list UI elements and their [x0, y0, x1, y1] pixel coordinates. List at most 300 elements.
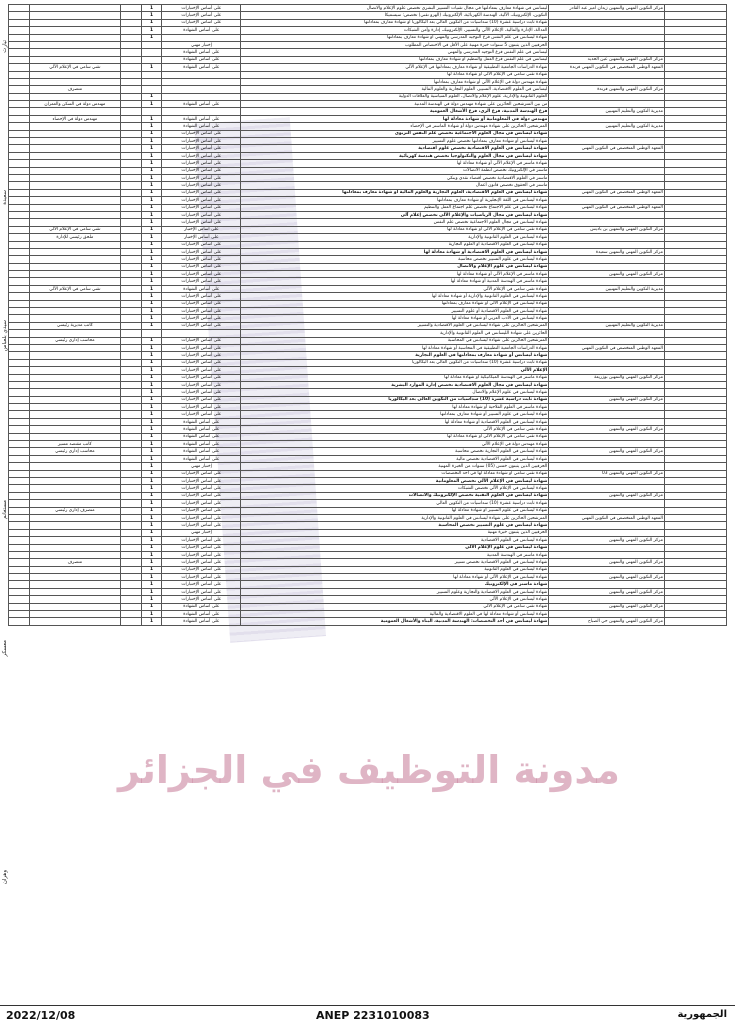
positions-count-cell	[141, 86, 162, 93]
establishment-cell	[549, 389, 665, 396]
empty-cell	[9, 478, 30, 485]
empty-cell	[9, 322, 30, 329]
empty-cell	[120, 49, 141, 56]
establishment-cell	[549, 381, 665, 388]
empty-cell	[9, 182, 30, 189]
wilaya-label: وهران	[2, 870, 8, 885]
post-title-cell: تقني سامي في الإعلام الآلي	[29, 285, 120, 292]
establishment-cell	[549, 485, 665, 492]
empty-cell	[9, 123, 30, 130]
positions-count-cell: 1	[141, 544, 162, 551]
table-row	[9, 86, 727, 93]
post-title-cell	[29, 219, 120, 226]
empty-cell	[9, 204, 30, 211]
establishment-cell: مركز التكوين المهني والتمهين سعيدة	[549, 248, 665, 255]
wilaya-cell	[664, 441, 726, 448]
recruitment-mode-cell: على أساس الإختبارات	[162, 167, 241, 174]
recruitment-mode-cell: على أساس الإختبارات	[162, 293, 241, 300]
table-row	[9, 574, 727, 581]
specialty-cell: شهادة ليسانس في الإعلام الآلي تخصص الشبكات	[241, 485, 549, 492]
recruitment-mode-cell: على أساس الشهادة	[162, 433, 241, 440]
specialty-cell: المترشحين الحائزين على شهادة مهندس دولة أو شهادة الماستر في الإحصاء	[241, 123, 549, 130]
recruitment-mode-cell: على أساس الشهادة	[162, 27, 241, 34]
post-title-cell	[29, 352, 120, 359]
specialty-cell: شهادة ليسانس في مجال العلوم الاجتماعية تخصص علم النفس	[241, 219, 549, 226]
wilaya-cell	[664, 418, 726, 425]
establishment-cell: مديرية التكوين والتعليم المهنيين	[549, 123, 665, 130]
wilaya-cell	[664, 160, 726, 167]
post-title-cell	[29, 396, 120, 403]
post-title-cell	[29, 344, 120, 351]
recruitment-mode-cell: على أساس الإختبارات	[162, 337, 241, 344]
recruitment-mode-cell: على أساس الإختبارات	[162, 544, 241, 551]
table-row	[9, 300, 727, 307]
empty-cell	[120, 566, 141, 573]
wilaya-cell	[664, 507, 726, 514]
post-title-cell	[29, 27, 120, 34]
post-title-cell	[29, 478, 120, 485]
establishment-cell: مركز التكوين المهني والتمهين	[549, 396, 665, 403]
post-title-cell	[29, 529, 120, 536]
table-row	[9, 352, 727, 359]
specialty-cell: شهادة ليسانس في علوم الإعلام والاتصال	[241, 389, 549, 396]
wilaya-cell	[664, 544, 726, 551]
empty-cell	[9, 389, 30, 396]
empty-cell	[120, 278, 141, 285]
specialty-cell: شهادة مهندس دولة في الإعلام الآلي أو شهادة معارف بمعادلتها	[241, 78, 549, 85]
wilaya-cell	[664, 86, 726, 93]
table-row	[9, 411, 727, 418]
empty-cell	[120, 315, 141, 322]
footer-date: 2022/12/08	[6, 1009, 76, 1022]
empty-cell	[120, 522, 141, 529]
wilaya-cell	[664, 359, 726, 366]
recruitment-mode-cell: على أساس الإختبارات	[162, 344, 241, 351]
empty-cell	[9, 374, 30, 381]
positions-count-cell: 1	[141, 130, 162, 137]
post-title-cell	[29, 12, 120, 19]
establishment-cell	[549, 234, 665, 241]
empty-cell	[120, 174, 141, 181]
specialty-cell: شهادة ليسانس في الإعلام الآلي	[241, 596, 549, 603]
wilaya-cell	[664, 19, 726, 26]
empty-cell	[120, 211, 141, 218]
post-title-cell	[29, 381, 120, 388]
recruitment-mode-cell: على أساس الإختبارات	[162, 374, 241, 381]
empty-cell	[120, 12, 141, 19]
empty-cell	[120, 411, 141, 418]
establishment-cell	[549, 219, 665, 226]
table-row	[9, 49, 727, 56]
empty-cell	[9, 463, 30, 470]
post-title-cell	[29, 49, 120, 56]
specialty-cell: شهادة ليسانس في علم الاجتماع تخصص علم اجتماع العمل والتنظيم	[241, 204, 549, 211]
wilaya-cell	[664, 27, 726, 34]
empty-cell	[9, 211, 30, 218]
establishment-cell: مركز التكوين المهني والتمهين عين الحديد	[549, 56, 665, 63]
wilaya-cell	[664, 337, 726, 344]
empty-cell	[120, 308, 141, 315]
positions-count-cell: 1	[141, 167, 162, 174]
positions-count-cell: 1	[141, 581, 162, 588]
establishment-cell	[549, 433, 665, 440]
positions-count-cell: 1	[141, 115, 162, 122]
post-title-cell	[29, 470, 120, 477]
positions-count-cell: 1	[141, 389, 162, 396]
empty-cell	[120, 271, 141, 278]
wilaya-cell	[664, 152, 726, 159]
empty-cell	[9, 611, 30, 618]
empty-cell	[120, 470, 141, 477]
empty-cell	[9, 293, 30, 300]
post-title-cell	[29, 367, 120, 374]
empty-cell	[9, 514, 30, 521]
positions-count-cell: 1	[141, 507, 162, 514]
wilaya-cell	[664, 367, 726, 374]
wilaya-cell	[664, 108, 726, 115]
empty-cell	[120, 603, 141, 610]
recruitment-mode-cell: على أساس الإختبارات	[162, 514, 241, 521]
wilaya-cell	[664, 522, 726, 529]
positions-count-cell: 1	[141, 441, 162, 448]
wilaya-cell	[664, 308, 726, 315]
specialty-cell: شهادة تقني سامي في الإعلام الآلي	[241, 285, 549, 292]
empty-cell	[120, 197, 141, 204]
positions-count-cell: 1	[141, 145, 162, 152]
post-title-cell	[29, 256, 120, 263]
empty-cell	[9, 241, 30, 248]
post-title-cell	[29, 500, 120, 507]
positions-count-cell: 1	[141, 315, 162, 322]
empty-cell	[9, 138, 30, 145]
empty-cell	[120, 537, 141, 544]
page-footer	[0, 1005, 735, 1024]
post-title-cell	[29, 418, 120, 425]
table-row	[9, 500, 727, 507]
specialty-cell: مهندس دولة في المعلوماتية أو شهادة معادلة لها	[241, 115, 549, 122]
specialty-cell: شهادة ماستر في الإلكترونيك	[241, 581, 549, 588]
recruitment-mode-cell: على أساس الإختبارات	[162, 500, 241, 507]
recruitment-table	[8, 4, 727, 626]
positions-count-cell: 1	[141, 101, 162, 108]
positions-count-cell: 1	[141, 433, 162, 440]
establishment-cell: المعهد الوطني المتخصص في التكوين المهني	[549, 344, 665, 351]
post-title-cell	[29, 41, 120, 48]
empty-cell	[9, 108, 30, 115]
empty-cell	[120, 551, 141, 558]
table-row	[9, 514, 727, 521]
recruitment-mode-cell: على أساس الشهادة	[162, 448, 241, 455]
empty-cell	[9, 315, 30, 322]
table-row	[9, 618, 727, 625]
establishment-cell: مركز التكوين المهني والتمهين	[549, 271, 665, 278]
empty-cell	[9, 86, 30, 93]
specialty-cell: شهادة ليسانس أو شهادة معادلة لها في العلوم الاقتصادية والمالية	[241, 611, 549, 618]
recruitment-mode-cell: إختبار مهني	[162, 529, 241, 536]
positions-count-cell: 1	[141, 559, 162, 566]
specialty-cell: العلوم القانونية والإدارية، علوم الإعلام والاتصال، العلوم السياسية والعلاقات الدولية	[241, 93, 549, 100]
post-title-cell	[29, 359, 120, 366]
positions-count-cell: 1	[141, 337, 162, 344]
empty-cell	[120, 248, 141, 255]
establishment-cell: مركز التكوين المهني والتمهين زيدان امير عبد القادر	[549, 5, 665, 12]
recruitment-mode-cell: على أساس الشهادة	[162, 618, 241, 625]
wilaya-cell	[664, 64, 726, 71]
empty-cell	[9, 618, 30, 625]
recruitment-mode-cell: على أساس الشهادة	[162, 101, 241, 108]
positions-count-cell: 1	[141, 211, 162, 218]
empty-cell	[120, 138, 141, 145]
positions-count-cell: 1	[141, 478, 162, 485]
wilaya-cell	[664, 611, 726, 618]
recruitment-mode-cell: على أساس الإختبارات	[162, 152, 241, 159]
positions-count-cell: 1	[141, 160, 162, 167]
recruitment-mode-cell	[162, 78, 241, 85]
specialty-cell: شهادة ليسانس في اللغة الإنجليزية أو شهادة معارف بمعادلتها	[241, 197, 549, 204]
post-title-cell: محاسب إداري رئيسي	[29, 448, 120, 455]
establishment-cell	[549, 278, 665, 285]
table-row	[9, 174, 727, 181]
post-title-cell	[29, 574, 120, 581]
positions-count-cell: 1	[141, 322, 162, 329]
post-title-cell	[29, 308, 120, 315]
empty-cell	[9, 27, 30, 34]
wilaya-cell	[664, 389, 726, 396]
table-row	[9, 433, 727, 440]
positions-count-cell: 1	[141, 256, 162, 263]
recruitment-mode-cell: على أساس الإختبارات	[162, 138, 241, 145]
empty-cell	[9, 5, 30, 12]
empty-cell	[9, 522, 30, 529]
establishment-cell	[549, 263, 665, 270]
post-title-cell	[29, 433, 120, 440]
post-title-cell	[29, 463, 120, 470]
recruitment-mode-cell	[162, 34, 241, 41]
positions-count-cell: 1	[141, 241, 162, 248]
specialty-cell: شهادة ليسانس في العلوم القانونية	[241, 566, 549, 573]
establishment-cell	[549, 551, 665, 558]
specialty-cell: شهادة ليسانس في العلوم الاقتصادية، العلوم التجارية والعلوم المالية أو شهادة معارف بمعادلتها	[241, 189, 549, 196]
empty-cell	[120, 86, 141, 93]
empty-cell	[120, 596, 141, 603]
empty-cell	[9, 352, 30, 359]
post-title-cell	[29, 204, 120, 211]
positions-count-cell: 1	[141, 182, 162, 189]
table-row	[9, 197, 727, 204]
empty-cell	[120, 492, 141, 499]
table-row	[9, 611, 727, 618]
establishment-cell	[549, 404, 665, 411]
empty-cell	[9, 381, 30, 388]
table-row	[9, 123, 727, 130]
wilaya-cell	[664, 189, 726, 196]
positions-count-cell: 1	[141, 204, 162, 211]
specialty-cell: ليسانس في علم النفس فرع العمل والتنظيم أو شهادة معارف بمعادلتها	[241, 56, 549, 63]
table-row	[9, 426, 727, 433]
wilaya-cell	[664, 123, 726, 130]
specialty-cell: شهادة ليسانس في الإعلام الآلي أو شهادة معادلة لها	[241, 574, 549, 581]
wilaya-cell	[664, 234, 726, 241]
table-row	[9, 367, 727, 374]
recruitment-mode-cell: إختبار مهني	[162, 41, 241, 48]
table-row	[9, 256, 727, 263]
establishment-cell: مركز التكوين المهني والتمهين	[549, 448, 665, 455]
post-title-cell	[29, 611, 120, 618]
specialty-cell: المترشحين الحائزين على شهادة ليسانس في المحاسبة	[241, 337, 549, 344]
recruitment-mode-cell: على أساس الإختبارات	[162, 522, 241, 529]
post-title-cell	[29, 411, 120, 418]
positions-count-cell: 1	[141, 174, 162, 181]
positions-count-cell	[141, 78, 162, 85]
empty-cell	[9, 492, 30, 499]
wilaya-cell	[664, 322, 726, 329]
establishment-cell: مركز التكوين المهني والتمهين بن باديس	[549, 226, 665, 233]
establishment-cell: مركز التكوين المهني والتمهين	[549, 588, 665, 595]
empty-cell	[120, 500, 141, 507]
positions-count-cell: 1	[141, 596, 162, 603]
establishment-cell	[549, 411, 665, 418]
empty-cell	[120, 145, 141, 152]
empty-cell	[9, 330, 30, 337]
post-title-cell	[29, 211, 120, 218]
table-row	[9, 211, 727, 218]
wilaya-cell	[664, 529, 726, 536]
post-title-cell	[29, 426, 120, 433]
post-title-cell	[29, 197, 120, 204]
recruitment-mode-cell: على أساس الإختبارات	[162, 485, 241, 492]
wilaya-cell	[664, 174, 726, 181]
empty-cell	[9, 603, 30, 610]
empty-cell	[9, 152, 30, 159]
empty-cell	[120, 226, 141, 233]
wilaya-cell	[664, 500, 726, 507]
wilaya-cell	[664, 574, 726, 581]
post-title-cell	[29, 537, 120, 544]
table-row	[9, 603, 727, 610]
recruitment-mode-cell: على أساس الإختبارات	[162, 300, 241, 307]
empty-cell	[9, 189, 30, 196]
post-title-cell	[29, 93, 120, 100]
establishment-cell: المعهد الوطني المتخصص في التكوين المهني	[549, 145, 665, 152]
empty-cell	[9, 78, 30, 85]
post-title-cell	[29, 241, 120, 248]
specialty-cell: شهادة ليسانس في مجال العلوم الاقتصادية تخصص إدارة الموارد البشرية	[241, 381, 549, 388]
empty-cell	[120, 381, 141, 388]
empty-cell	[9, 485, 30, 492]
establishment-cell: مديرية التكوين والتعليم المهنيين	[549, 322, 665, 329]
empty-cell	[9, 167, 30, 174]
positions-count-cell	[141, 49, 162, 56]
positions-count-cell: 1	[141, 138, 162, 145]
post-title-cell	[29, 522, 120, 529]
empty-cell	[9, 234, 30, 241]
wilaya-label: تيارت	[2, 40, 8, 53]
establishment-cell: مركز التكوين المهني والتمهين	[549, 559, 665, 566]
empty-cell	[120, 5, 141, 12]
recruitment-mode-cell: على أساس الشهادة	[162, 441, 241, 448]
wilaya-cell	[664, 330, 726, 337]
specialty-cell: ماستر في الإلكترونيك تخصص أنظمة الاتصالات	[241, 167, 549, 174]
positions-count-cell: 1	[141, 234, 162, 241]
specialty-cell: شهادة ليسانس أو شهادة معارف بمعادلتها في العلوم التجارية	[241, 352, 549, 359]
empty-cell	[120, 330, 141, 337]
wilaya-cell	[664, 219, 726, 226]
specialty-cell: شهادة ماستر في الإعلام الآلي أو شهادة معادلة لها	[241, 160, 549, 167]
wilaya-cell	[664, 448, 726, 455]
table-row	[9, 78, 727, 85]
wilaya-cell	[664, 78, 726, 85]
specialty-cell: شهادة ليسانس في علم النفس فرع التوجيه المدرسي والمهني أو شهادة معارف بمعادلتها	[241, 34, 549, 41]
table-row	[9, 56, 727, 63]
establishment-cell	[549, 330, 665, 337]
recruitment-mode-cell: على أساس الإختبارات	[162, 537, 241, 544]
specialty-cell: شهادة ليسانس في الأدب العربي أو شهادة معادلة لها	[241, 315, 549, 322]
empty-cell	[9, 145, 30, 152]
wilaya-cell	[664, 115, 726, 122]
empty-cell	[120, 485, 141, 492]
post-title-cell	[29, 130, 120, 137]
establishment-cell	[549, 455, 665, 462]
empty-cell	[120, 101, 141, 108]
specialty-cell: ماستر في الحقوق تخصص قانون أعمال	[241, 182, 549, 189]
establishment-cell: مركز التكوين المهني والتمهين	[549, 537, 665, 544]
positions-count-cell: 1	[141, 611, 162, 618]
empty-cell	[120, 514, 141, 521]
wilaya-cell	[664, 271, 726, 278]
empty-cell	[9, 263, 30, 270]
wilaya-cell	[664, 603, 726, 610]
recruitment-mode-cell: على أساس الإختبارات	[162, 470, 241, 477]
empty-cell	[120, 204, 141, 211]
establishment-cell	[549, 441, 665, 448]
empty-cell	[9, 12, 30, 19]
post-title-cell	[29, 293, 120, 300]
wilaya-cell	[664, 344, 726, 351]
wilaya-cell	[664, 130, 726, 137]
recruitment-mode-cell: على أساس الإختبارات	[162, 256, 241, 263]
specialty-cell: شهادة ليسانس في أحد التخصصات: الهندسة المدنية، البناء والأشغال العمومية	[241, 618, 549, 625]
specialty-cell: شهادة ليسانس في العلوم الاقتصادية أو علوم التسيير	[241, 308, 549, 315]
specialty-cell: شهادة تقني سامي في الإعلام الآلي أو شهادة معادلة لها	[241, 226, 549, 233]
establishment-cell	[549, 367, 665, 374]
recruitment-mode-cell: على أساس الإختبارات	[162, 551, 241, 558]
specialty-cell: شهادة ليسانس في العلوم الاقتصادية تخصص مالية	[241, 455, 549, 462]
empty-cell	[120, 34, 141, 41]
empty-cell	[9, 308, 30, 315]
establishment-cell: مركز التكوين المهني والتمهين فرندة	[549, 86, 665, 93]
table-row	[9, 263, 727, 270]
post-title-cell	[29, 389, 120, 396]
establishment-cell	[549, 256, 665, 263]
post-title-cell: مهندس دولة في الإحصاء	[29, 115, 120, 122]
recruitment-mode-cell: على أساس الشهادة	[162, 426, 241, 433]
empty-cell	[120, 285, 141, 292]
recruitment-mode-cell: على أساس الشهادة	[162, 56, 241, 63]
positions-count-cell: 1	[141, 219, 162, 226]
empty-cell	[9, 219, 30, 226]
table-row	[9, 559, 727, 566]
empty-cell	[9, 19, 30, 26]
empty-cell	[120, 344, 141, 351]
positions-count-cell: 1	[141, 34, 162, 41]
recruitment-mode-cell: على أساس الشهادة	[162, 611, 241, 618]
establishment-cell	[549, 71, 665, 78]
positions-count-cell: 1	[141, 285, 162, 292]
establishment-cell	[549, 49, 665, 56]
table-row	[9, 108, 727, 115]
empty-cell	[9, 596, 30, 603]
specialty-cell: شهادة ليسانس في مجال الرياضيات والإعلام الآلي تخصص إعلام آلي	[241, 211, 549, 218]
